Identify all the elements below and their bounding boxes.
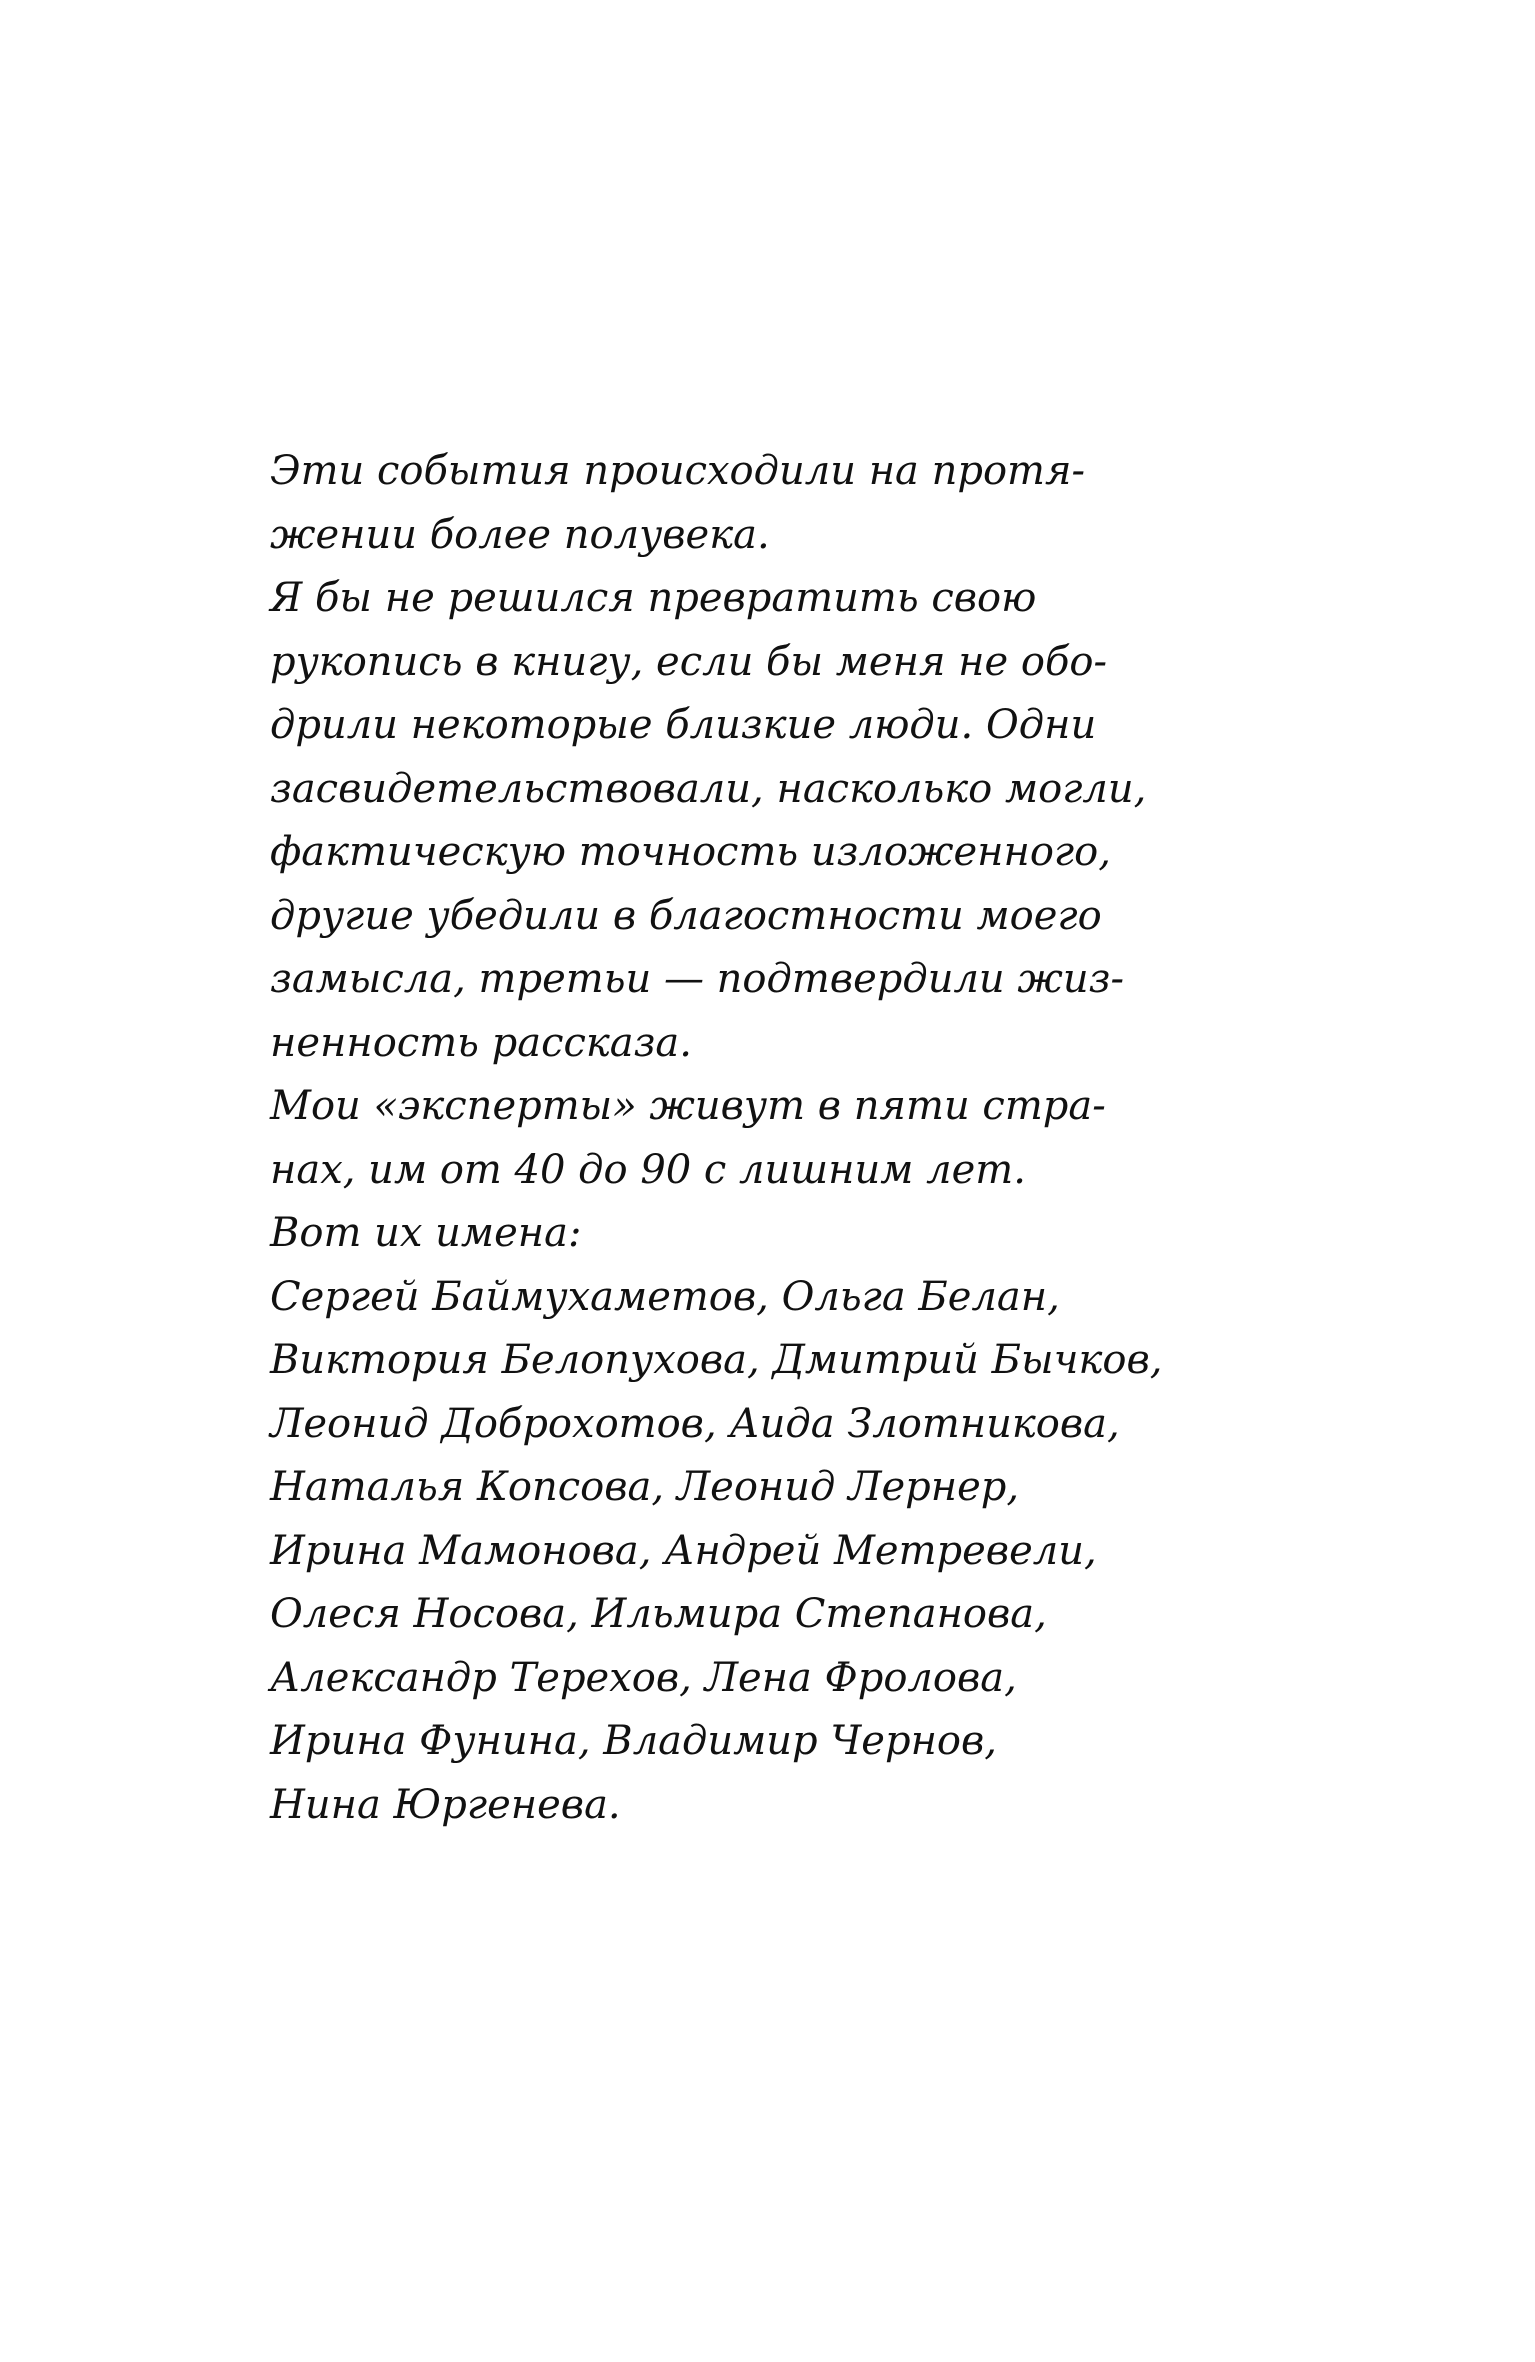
text-line: Вот их имена: bbox=[270, 1210, 582, 1256]
name-list-line: Леонид Доброхотов, Аида Злотникова, bbox=[270, 1400, 1120, 1447]
name-list-line: Александр Терехов, Лена Фролова, bbox=[270, 1654, 1017, 1701]
name-list-line: Сергей Баймухаметов, Ольга Белан, bbox=[270, 1273, 1060, 1320]
name-list-line: Ирина Мамонова, Андрей Метревели, bbox=[270, 1527, 1097, 1574]
name-list-line: Нина Юргенева. bbox=[270, 1781, 621, 1828]
text-line: фактическую точность изложенного, bbox=[270, 829, 1111, 875]
text-line: жении более полувека. bbox=[270, 511, 770, 558]
text-line: ненность рассказа. bbox=[270, 1019, 692, 1066]
text-line: Я бы не решился превратить свою bbox=[270, 575, 1037, 621]
acknowledgements-text bbox=[270, 440, 1270, 1837]
name-list-line: Виктория Белопухова, Дмитрий Бычков, bbox=[270, 1337, 1163, 1383]
text-line: Мои «эксперты» живут в пяти стра- bbox=[270, 1083, 1106, 1129]
text-line: засвидетельствовали, насколько могли, bbox=[270, 765, 1147, 812]
name-list-line: Олеся Носова, Ильмира Степанова, bbox=[270, 1591, 1047, 1637]
text-line: нах, им от 40 до 90 с лишним лет. bbox=[270, 1146, 1026, 1193]
text-line: другие убедили в благостности моего bbox=[270, 892, 1102, 939]
text-line: Эти события происходили на протя- bbox=[270, 448, 1085, 494]
text-line: рукопись в книгу, если бы меня не обо- bbox=[270, 638, 1107, 685]
name-list-line: Наталья Копсова, Леонид Лернер, bbox=[270, 1464, 1020, 1510]
name-list-line: Ирина Фунина, Владимир Чернов, bbox=[270, 1718, 997, 1764]
text-line: дрили некоторые близкие люди. Одни bbox=[270, 702, 1097, 748]
text-line: замысла, третьи — подтвердили жиз- bbox=[270, 956, 1124, 1002]
